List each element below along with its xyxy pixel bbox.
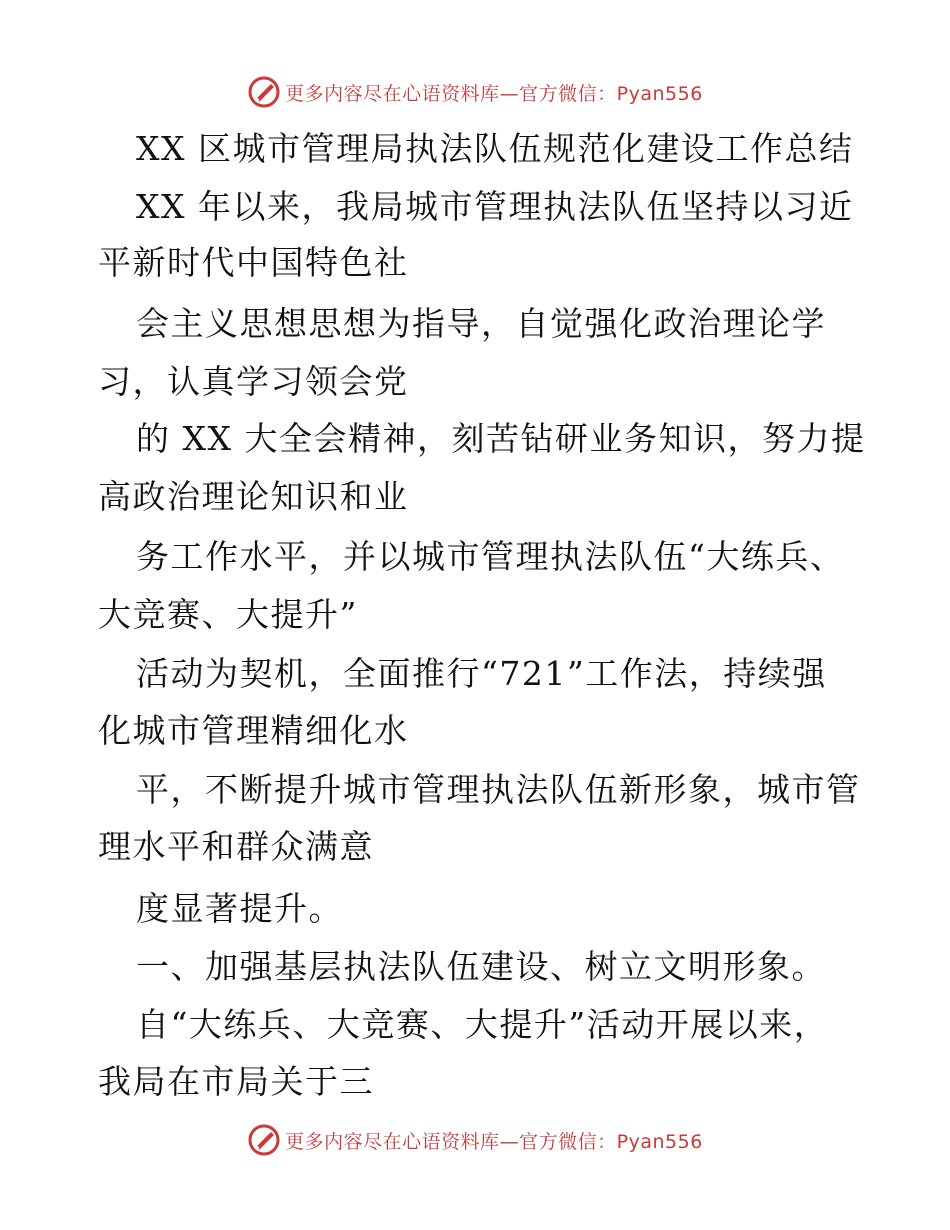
- pen-seal-logo-icon: [247, 75, 281, 109]
- paragraph-line: 大竞赛、大提升”: [98, 595, 358, 634]
- paragraph-line: 活动为契机，全面推行“721”工作法，持续强: [136, 654, 827, 693]
- document-title: XX 区城市管理局执法队伍规范化建设工作总结: [136, 129, 854, 168]
- paragraph-line: XX 年以来，我局城市管理执法队伍坚持以习近: [136, 187, 854, 226]
- paragraph-line: 理水平和群众满意: [98, 827, 374, 866]
- paragraph-line: 务工作水平，并以城市管理执法队伍“大练兵、: [136, 537, 845, 576]
- footer-banner: [0, 1120, 950, 1160]
- banner-text: 更多内容尽在心语资料库—官方微信：Pyan556: [285, 82, 703, 105]
- paragraph-line: 我局在市局关于三: [98, 1062, 374, 1101]
- paragraph-line: 化城市管理精细化水: [98, 711, 409, 750]
- paragraph-line: 平新时代中国特色社: [98, 243, 409, 282]
- paragraph-line: 自“大练兵、大竞赛、大提升”活动开展以来，: [136, 1005, 829, 1044]
- pen-seal-logo-icon: [247, 1123, 281, 1157]
- paragraph-line: 会主义思想思想为指导，自觉强化政治理论学: [136, 304, 826, 343]
- paragraph-line: 习，认真学习领会党: [98, 362, 409, 401]
- paragraph-line: 度显著提升。: [136, 889, 343, 928]
- paragraph-line: 的 XX 大全会精神，刻苦钻研业务知识，努力提: [136, 419, 866, 458]
- banner-text: 更多内容尽在心语资料库—官方微信：Pyan556: [285, 1130, 703, 1153]
- paragraph-line: 平，不断提升城市管理执法队伍新形象，城市管: [136, 770, 861, 809]
- section-heading: 一、加强基层执法队伍建设、树立文明形象。: [136, 947, 826, 986]
- paragraph-line: 高政治理论知识和业: [98, 477, 409, 516]
- header-banner: [0, 72, 950, 112]
